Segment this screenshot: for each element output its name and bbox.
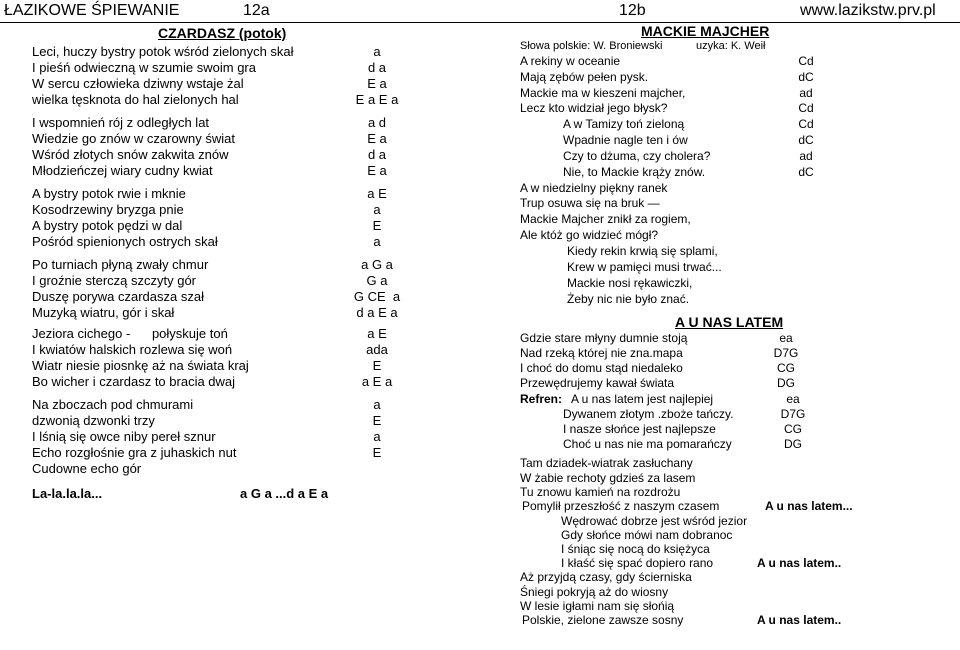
lyric-line: Gdy słońce mówi nam dobranoc: [561, 528, 733, 542]
lyric-line: A bystry potok pędzi w dal: [32, 218, 183, 233]
lyric-line: Trup osuwa się na bruk —: [520, 196, 660, 210]
website-url: www.lazikstw.prv.pl: [800, 2, 936, 19]
refrain-line: Choć u nas nie ma pomarańczy: [563, 437, 732, 451]
lyric-line: Gdzie stare młyny dumnie stoją: [520, 331, 688, 345]
lyric-line: Mają zębów pełen pysk.: [520, 70, 649, 84]
lyric-line: Leci, huczy bystry potok wśród zielonych skał: [32, 44, 294, 59]
lyric-line: Przewędrujemy kawał świata: [520, 376, 675, 390]
lyric-line: I choć do domu stąd niedaleko: [520, 361, 683, 375]
lyric-line: Żeby nic nie było znać.: [567, 292, 690, 306]
lyric-line: Wśród złotych snów zakwita znów: [32, 147, 229, 162]
chord: D7G: [773, 346, 799, 360]
chord: E a E a: [355, 92, 399, 107]
chord: a: [373, 429, 381, 444]
chord: a E: [367, 186, 387, 201]
lyric-line: Wędrować dobrze jest wśród jezior: [561, 514, 748, 528]
chord: E: [372, 358, 382, 373]
lyric-line: Kiedy rekin krwią się splami,: [567, 244, 718, 258]
lyric-line: Tu znowu kamień na rozdrożu: [520, 485, 681, 499]
chord: Cd: [798, 117, 814, 131]
credits-words: Słowa polskie: W. Broniewski: [520, 40, 663, 52]
refrain-line: Dywanem złotym .zboże tańczy.: [563, 407, 734, 421]
lyric-line: Echo rozgłośnie gra z juhaskich nut: [32, 445, 237, 460]
chord: d a: [367, 147, 387, 162]
czardasz-finale-chords: a G a ...d a E a: [240, 486, 329, 501]
refrain-reference: A u nas latem..: [757, 613, 842, 627]
lyric-line: Pośród spienionych ostrych skał: [32, 234, 218, 249]
lyric-line: Ale któż go widzieć mógł?: [520, 228, 659, 242]
lyric-line: I groźnie sterczą szczyty gór: [32, 273, 196, 288]
lyric-line: Mackie nosi rękawiczki,: [567, 276, 693, 290]
song-title-mackie: MACKIE MAJCHER: [641, 23, 770, 39]
chord: E a: [367, 131, 387, 146]
lyric-line: Duszę porywa czardasza szał: [32, 289, 204, 304]
refrain-label: Refren:: [520, 392, 563, 406]
page-number-right: 12b: [619, 2, 646, 19]
lyric-line: Kosodrzewiny bryzga pnie: [32, 202, 184, 217]
lyric-line: dzwonią dzwonki trzy: [32, 413, 155, 428]
lyric-line: I śniąc się nocą do księżyca: [561, 542, 710, 556]
chord: a: [373, 397, 381, 412]
chord: a: [373, 202, 381, 217]
refrain-reference: A u nas latem...: [765, 499, 853, 513]
czardasz-finale: La-la.la.la...: [32, 486, 103, 501]
lyric-line: Wiedzie go znów w czarowny świat: [32, 131, 236, 146]
lyric-line: W lesie igłami nam się słońią: [520, 599, 675, 613]
lyric-line: Cudowne echo gór: [32, 461, 142, 476]
lyric-line: I wspomnień rój z odległych lat: [32, 115, 210, 130]
chord: G a: [366, 273, 388, 288]
lyric-line: A rekiny w oceanie: [520, 54, 621, 68]
lyric-line: W sercu człowieka dziwny wstaje żal: [32, 76, 244, 91]
lyric-line: Nad rzeką której nie zna.mapa: [520, 346, 683, 360]
lyric-line: Jeziora cichego - połyskuje toń: [32, 326, 228, 341]
chord: a G a: [361, 257, 393, 272]
lyric-line: I pieśń odwieczną w szumie swoim gra: [32, 60, 256, 75]
lyric-line: Krew w pamięci musi trwać...: [567, 260, 722, 274]
chord: E: [372, 445, 382, 460]
lyric-line: A w Tamizy toń zieloną: [563, 117, 685, 131]
lyric-line: I kwiatów halskich rozlewa się woń: [32, 342, 233, 357]
chord: a d: [367, 115, 387, 130]
chord: CG: [784, 422, 802, 436]
lyric-line: I lśnią się owce niby pereł sznur: [32, 429, 216, 444]
chord: dC: [798, 133, 814, 147]
chord: DG: [784, 437, 802, 451]
lyric-line: A w niedzielny piękny ranek: [520, 181, 668, 195]
song-title-czardasz: CZARDASZ (potok): [158, 25, 287, 41]
lyric-line: Bo wicher i czardasz to bracia dwaj: [32, 374, 236, 389]
chord: ad: [799, 149, 813, 163]
chord: dC: [798, 165, 814, 179]
chord: a: [373, 234, 381, 249]
chord: D7G: [780, 407, 806, 421]
lyric-line: Tam dziadek-wiatrak zasłuchany: [520, 456, 693, 470]
chord: ada: [366, 342, 388, 357]
lyric-line: Pomylił przeszłość z naszym czasem: [522, 499, 720, 513]
lyric-line: Na zboczach pod chmurami: [32, 397, 194, 412]
lyric-line: wielka tęsknota do hal zielonych hal: [32, 92, 239, 107]
chord: CG: [777, 361, 795, 375]
chord: a E: [367, 326, 387, 341]
chord: ad: [799, 86, 813, 100]
lyric-line: I kłaść się spać dopiero rano: [561, 556, 714, 570]
song-title-latem: A U NAS LATEM: [675, 314, 784, 330]
chord: E a: [367, 76, 387, 91]
lyric-line: W żabie rechoty gdzieś za lasem: [520, 471, 696, 485]
chord: G CE a: [353, 289, 401, 304]
lyric-line: Młodzieńczej wiary cudny kwiat: [32, 163, 213, 178]
chord: ea: [786, 392, 800, 406]
chord: E: [372, 218, 382, 233]
lyric-line: A bystry potok rwie i mknie: [32, 186, 186, 201]
chord: a E a: [361, 374, 393, 389]
lyric-line: Wiatr niesie piosnkę aż na świata kraj: [32, 358, 249, 373]
refrain-line: A u nas latem jest najlepiej: [571, 392, 714, 406]
lyric-line: Muzyką wiatru, gór i skał: [32, 305, 175, 320]
lyric-line: Nie, to Mackie krąży znów.: [563, 165, 706, 179]
chord: ea: [779, 331, 793, 345]
refrain-reference: A u nas latem..: [757, 556, 842, 570]
chord: E: [372, 413, 382, 428]
chord: E a: [367, 163, 387, 178]
lyric-line: Lecz kto widział jego błysk?: [520, 101, 668, 115]
refrain-line: I nasze słońce jest najlepsze: [563, 422, 716, 436]
chord: DG: [777, 376, 795, 390]
lyric-line: Wpadnie nagle ten i ów: [563, 133, 688, 147]
chord: dC: [798, 70, 814, 84]
chord: d a E a: [356, 305, 398, 320]
lyric-line: Czy to dżuma, czy cholera?: [563, 149, 711, 163]
credits-music: uzyka: K. Weił: [696, 40, 766, 52]
chord: Cd: [798, 54, 814, 68]
lyric-line: Mackie Majcher znikł za rogiem,: [520, 212, 691, 226]
lyric-line: Po turniach płyną zwały chmur: [32, 257, 209, 272]
chord: d a: [367, 60, 387, 75]
lyric-line: Mackie ma w kieszeni majcher,: [520, 86, 686, 100]
lyric-line: Aż przyjdą czasy, gdy ścierniska: [520, 570, 692, 584]
chord: a: [373, 44, 381, 59]
lyric-line: Śniegi pokryją aż do wiosny: [520, 585, 669, 599]
header-divider: [0, 22, 960, 23]
chord: Cd: [798, 101, 814, 115]
lyric-line: Polskie, zielone zawsze sosny: [522, 613, 684, 627]
songbook-title: ŁAZIKOWE ŚPIEWANIE: [4, 2, 180, 19]
page-number-left: 12a: [243, 2, 270, 19]
